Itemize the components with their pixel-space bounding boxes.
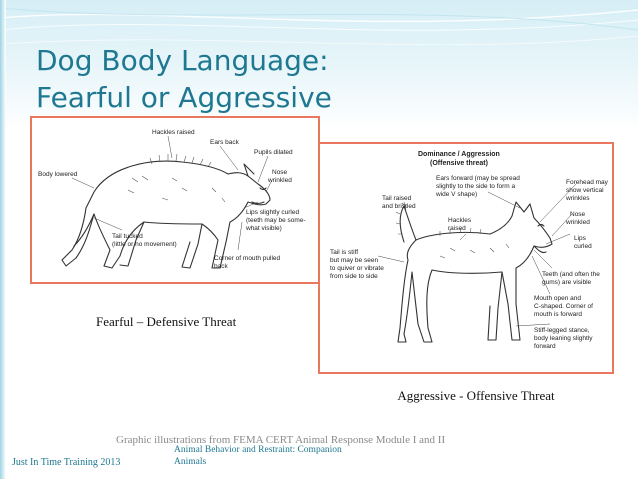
aggressive-dog-illustration [318,142,614,374]
label-hackles-line2: raised [448,225,466,232]
label-forehead-line1: Forehead may [566,179,608,186]
footer-organization: Just In Time Training 2013 [12,457,121,468]
label-tail-line2: and bristled [382,203,416,210]
label-stiff-line3: to quiver or vibrate [330,265,384,272]
label-forehead-line2: show vertical [566,187,604,194]
label-tail-line1: Tail raised [382,195,412,202]
label-stance-line2: body leaning slightly [534,335,593,342]
label-lips-line1: Lips slightly curled [246,209,300,216]
fearful-dog-illustration [30,116,320,284]
label-ears-line2: slightly to the side to form a [436,183,516,190]
label-stiff-line4: from side to side [330,273,378,280]
label-ears-line3: wide V shape) [436,191,478,198]
label-hackles-raised: Hackles raised [152,129,195,136]
title-line-1: Dog Body Language: [36,44,329,77]
label-teeth-line1: Teeth (and often the [542,271,600,278]
label-mouth-line2: back [214,263,228,270]
footer-course-title [174,444,384,468]
label-hackles-line1: Hackles [448,217,472,224]
label-nose-line1: Nose [570,211,586,218]
label-lips-line2: curled [574,243,592,250]
label-body-lowered: Body lowered [38,171,78,178]
label-pupils-dilated: Pupils dilated [254,149,293,156]
label-tail-line1: Tail tucked [112,233,143,240]
label-heading-line2: (Offensive threat) [430,160,488,167]
label-teeth-line2: gums) are visible [542,279,592,286]
label-heading-line1: Dominance / Aggression [418,151,500,158]
fearful-dog-drawing [32,118,318,282]
aggressive-dog-drawing [320,144,612,372]
label-mouth-line1: Mouth open and [534,295,581,302]
label-nose-line1: Nose [272,169,288,176]
label-nose-line2: wrinkled [566,219,590,226]
label-tail-line2: (little or no movement) [112,241,177,248]
slide-title [36,42,332,116]
caption-fearful: Fearful – Defensive Threat [96,314,237,329]
label-mouth-line2: C-shaped. Corner of [534,303,593,310]
footer-course-line1: Animal Behavior and Restraint: Companion [174,445,342,455]
label-mouth-line3: mouth is forward [534,311,583,318]
label-stiff-line2: but may be seen [330,257,379,264]
label-stance-line1: Stiff-legged stance, [534,327,590,334]
label-ears-back: Ears back [210,139,239,146]
label-forehead-line3: wrinkles [566,195,590,202]
label-mouth-line1: Corner of mouth pulled [214,255,281,262]
label-lips-line1: Lips [574,235,586,242]
left-edge-decoration [0,0,6,479]
label-lips-line2: (teeth may be some- [246,217,306,224]
label-stiff-line1: Tail is stiff [330,249,359,256]
label-lips-line3: what visible) [246,225,282,232]
caption-aggressive: Aggressive - Offensive Threat [397,388,555,403]
label-nose-line2: wrinkled [268,177,292,184]
label-stance-line3: forward [534,343,556,350]
label-ears-line1: Ears forward (may be spread [436,175,520,182]
footer-course-line2: Animals [174,457,207,467]
title-line-2: Fearful or Aggressive [36,81,332,114]
image-credit: Graphic illustrations from FEMA CERT Animal Response Module I and II [116,434,446,446]
